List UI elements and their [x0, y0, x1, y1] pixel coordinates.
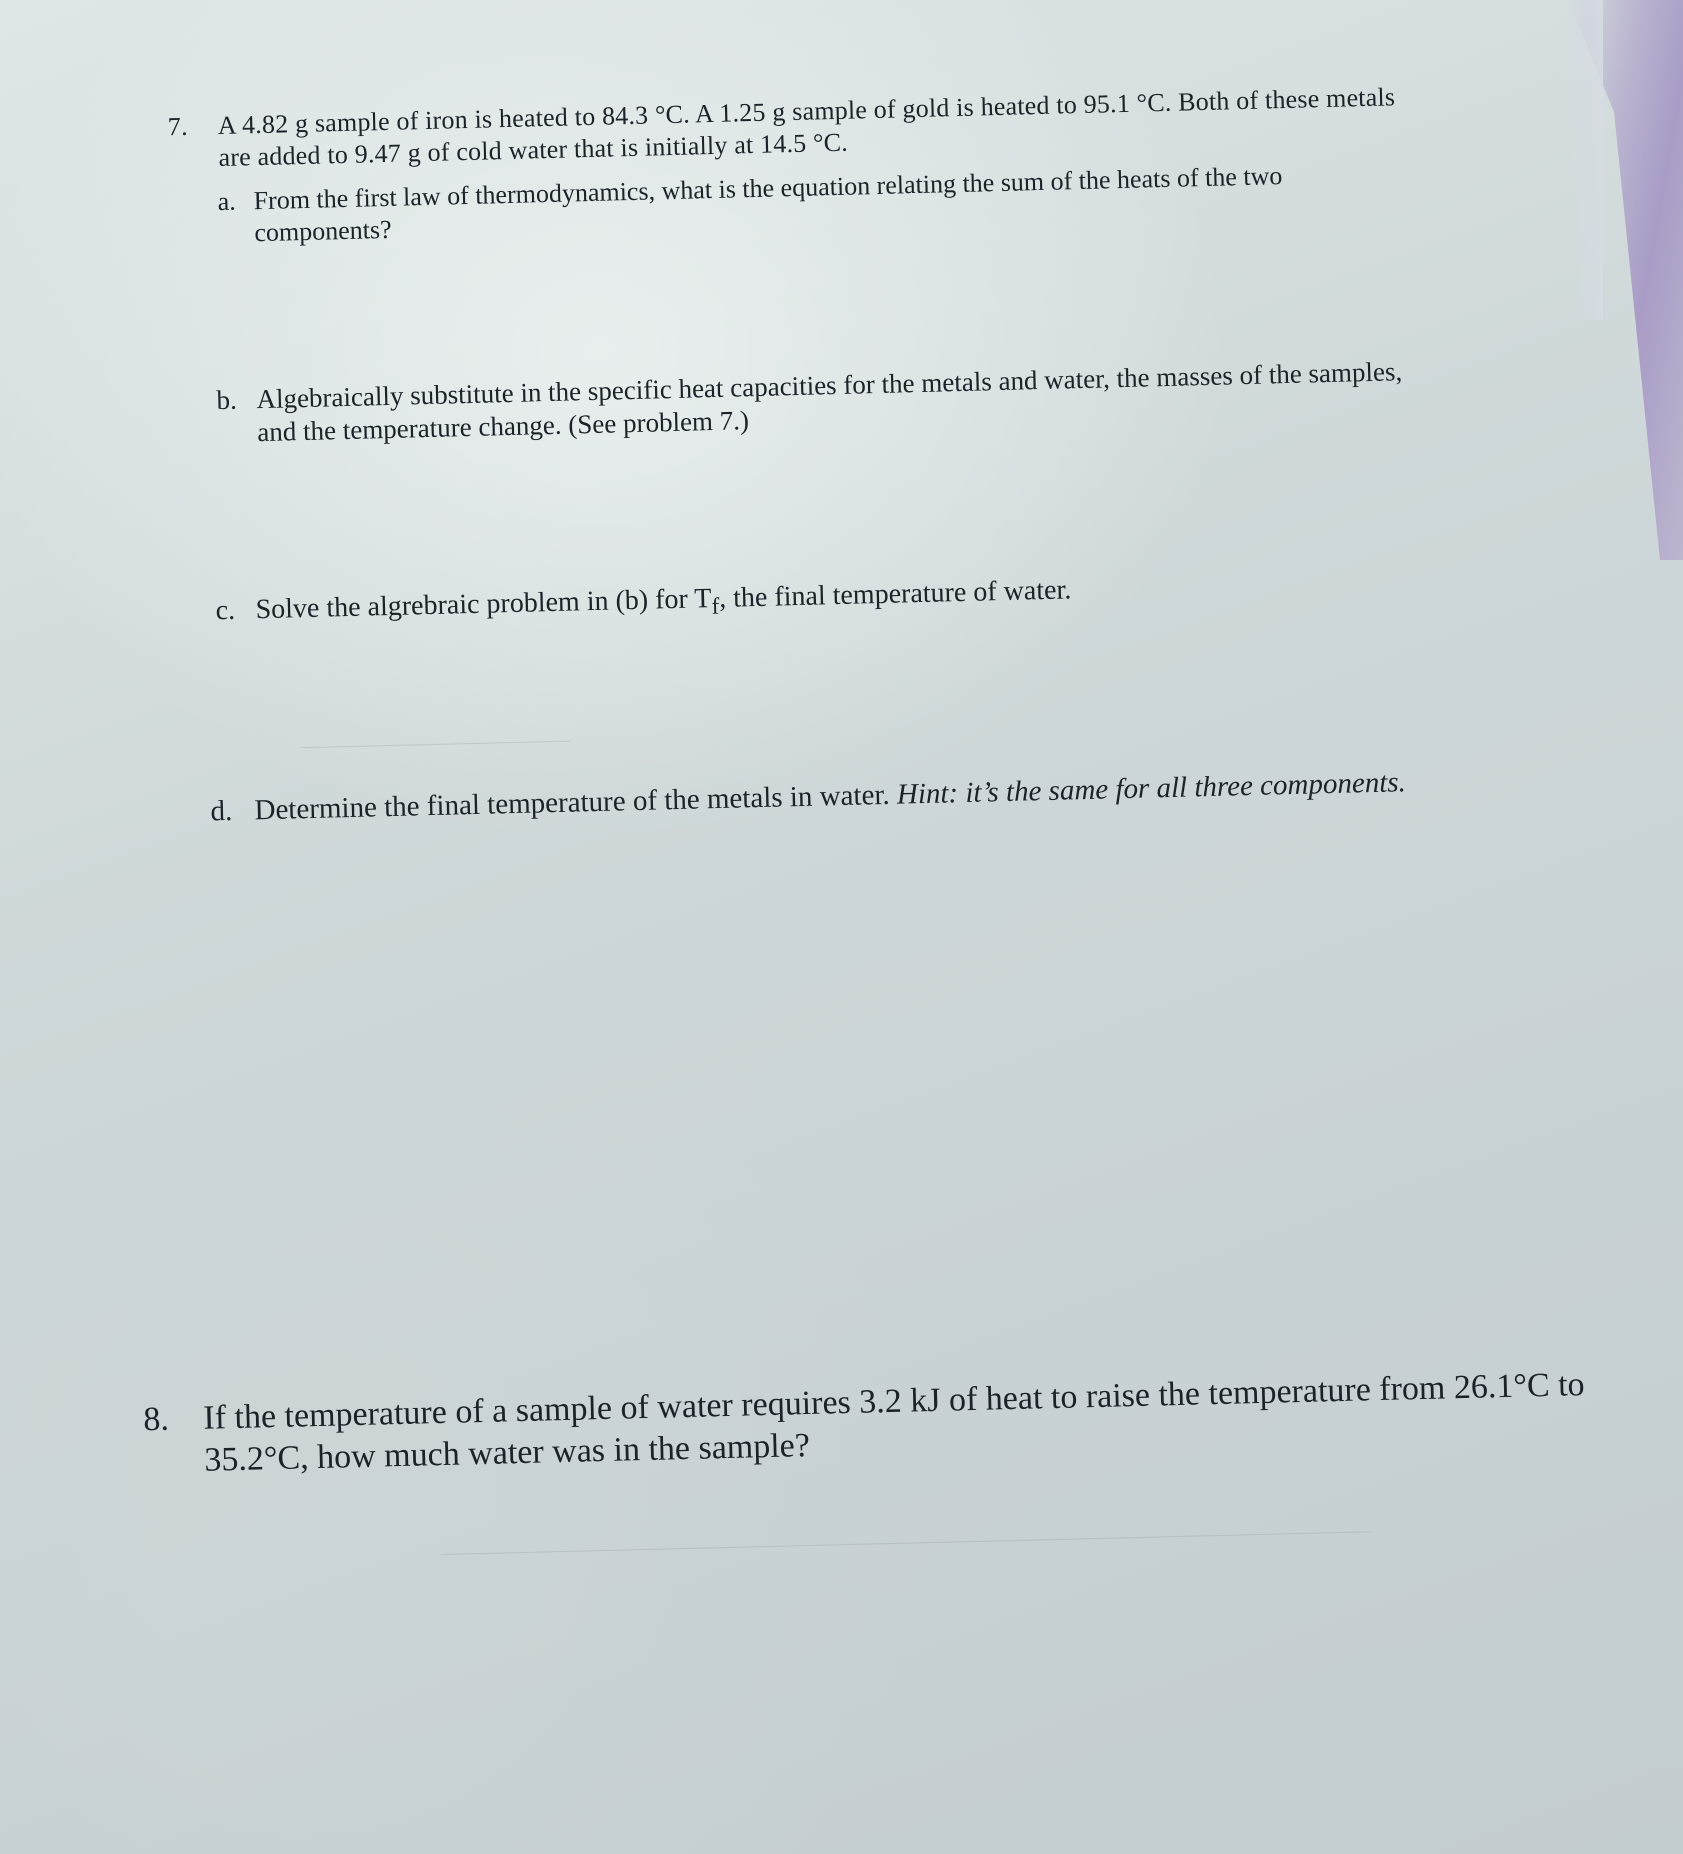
question-7d-label: d.: [210, 794, 233, 828]
question-7a-text: From the first law of thermodynamics, what is the equation relating the sum of the heats of the two components?: [253, 161, 1283, 247]
question-7b-text: Algebraically substitute in the specific heat capacities for the metals and water, the masses of the samples, and the temperature change. (See problem 7.): [256, 356, 1403, 448]
question-7d-text: [254, 765, 1435, 829]
question-8-number: 8.: [142, 1400, 170, 1439]
question-7a-label: a.: [217, 186, 237, 217]
question-7a: [217, 157, 1404, 249]
question-7c-label: c.: [215, 594, 236, 627]
question-7-number: 7.: [167, 111, 189, 142]
question-7c-text-start: Solve the algrebraic problem in (b) for T: [255, 583, 712, 626]
question-7d: [210, 765, 1435, 829]
question-7c-text: [255, 565, 1406, 632]
paper-crease-mark: [441, 1531, 1371, 1555]
question-7b: [216, 354, 1447, 449]
question-8-text: If the temperature of a sample of water requires 3.2 kJ of heat to raise the temperature from 26.1°C to 35.2°C, how much water was in the sample?: [202, 1366, 1586, 1479]
question-7c-subscript: f: [711, 593, 720, 620]
question-7: [167, 81, 1398, 173]
question-7-text: A 4.82 g sample of iron is heated to 84.3 °C. A 1.25 g sample of gold is heated to 95.1 °C. Both of these metals are added to 9.47 g of cold water that is initially at 14.5 °C.: [217, 82, 1396, 172]
question-7b-label: b.: [216, 384, 238, 416]
question-7c: [215, 565, 1406, 632]
question-7d-text-main: Determine the final temperature of the metals in water.: [254, 778, 898, 827]
paper-crease-mark: [301, 741, 571, 749]
question-8: [142, 1363, 1625, 1482]
question-7d-hint: Hint: it’s the same for all three components.: [896, 766, 1407, 811]
question-7c-text-end: , the final temperature of water.: [718, 574, 1072, 614]
